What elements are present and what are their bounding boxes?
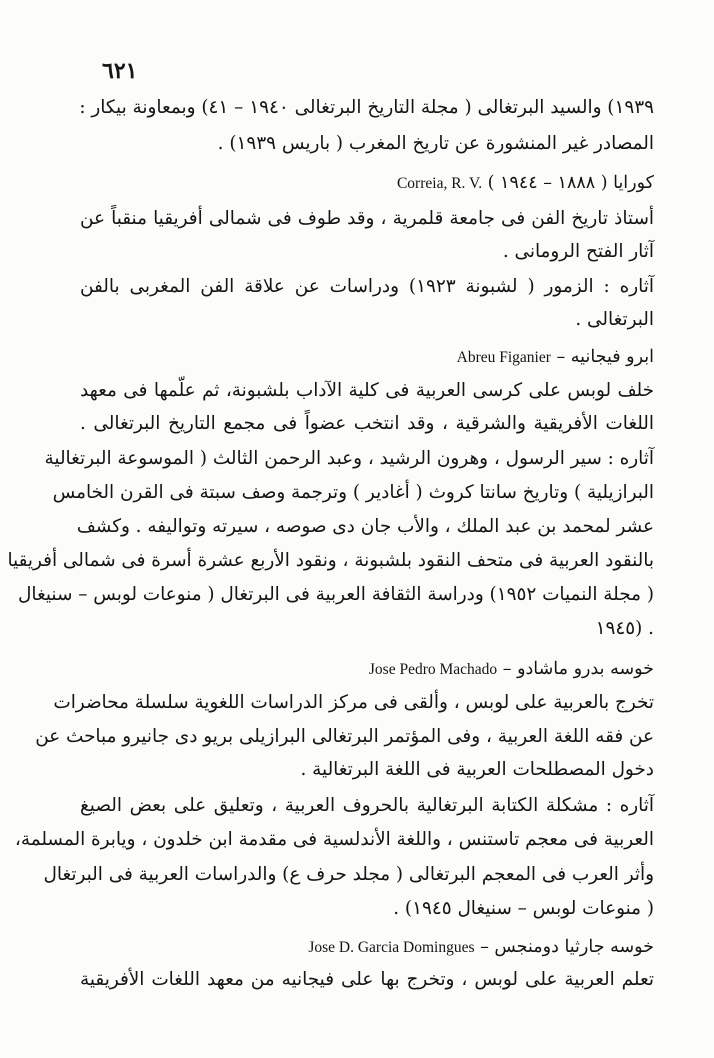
text-line: تخرج بالعربية على لوبس ، وألقى فى مركز الدراسات اللغوية سلسلة محاضرات (53, 692, 654, 713)
text-line: آثار الفتح الرومانى . (502, 241, 654, 262)
page-number: ٦٢١ (102, 58, 138, 84)
entry-name-arabic: كورايا ( ١٨٨٨ – ١٩٤٤ ) (487, 173, 654, 193)
text-line: ١٩٣٩) والسيد البرتغالى ( مجلة التاريخ البرتغالى ١٩٤٠ – ٤١) وبمعاونة بيكار : (79, 97, 654, 118)
text-line: عشر لمحمد بن عبد الملك ، والأب جان دى صوصه ، سيرته وتواليفه . وكشف (76, 516, 654, 537)
entry-name-arabic: ابرو فيجانيه – (556, 347, 654, 367)
entry-heading-machado (80, 654, 654, 685)
entry-name-arabic: خوسه بدرو ماشادو – (502, 659, 654, 679)
text-line: عن فقه اللغة العربية ، وفى المؤتمر البرتغالى البرازيلى بريو دى جانيرو مباحث عن (35, 726, 654, 747)
text-line: خلف لوبس على كرسى العربية فى كلية الآداب بلشبونة، ثم علّمها فى معهد (80, 380, 654, 401)
entry-heading-correia (80, 168, 654, 199)
text-line: العربية فى معجم تاستنس ، واللغة الأندلسية فى مقدمة ابن خلدون ، ويابرة المسلمة، (14, 829, 654, 850)
text-line: وأثر العرب فى المعجم البرتغالى ( مجلد حرف ع) والدراسات العربية فى البرتغال (43, 864, 654, 885)
entry-name-latin: Correia, R. V. (396, 175, 483, 192)
text-line: آثاره : سير الرسول ، وهرون الرشيد ، وعبد الرحمن الثالث ( الموسوعة البرتغالية (44, 448, 654, 469)
text-line: أستاذ تاريخ الفن فى جامعة قلمرية ، وقد طوف فى شمالى أفريقيا منقباً عن (80, 208, 654, 229)
entry-name-latin: Jose D. Garcia Domingues (308, 939, 475, 956)
entry-name-arabic: خوسه جارثيا دومنجس – (480, 937, 654, 957)
text-line: المصادر غير المنشورة عن تاريخ المغرب ( باريس ١٩٣٩) . (217, 133, 654, 154)
entry-heading-abreu (80, 342, 654, 373)
text-line: ١٩٤٥) . (595, 618, 654, 639)
entry-name-latin: Jose Pedro Machado (368, 661, 498, 678)
text-line: آثاره : مشكلة الكتابة البرتغالية بالحروف العربية ، وتعليق على بعض الصيغ (80, 795, 654, 816)
text-line: ( منوعات لوبس – سنيغال ١٩٤٥) . (393, 898, 654, 919)
text-line: ( مجلة النميات ١٩٥٢) ودراسة الثقافة العربية فى البرتغال ( منوعات لوبس – سنيغال (18, 584, 654, 605)
text-line: آثاره : الزمور ( لشبونة ١٩٢٣) ودراسات عن علاقة الفن المغربى بالفن (80, 276, 654, 297)
text-line: دخول المصطلحات العربية فى اللغة البرتغالية . (300, 759, 654, 780)
entry-heading-domingues (80, 932, 654, 963)
entry-name-latin: Abreu Figanier (456, 349, 551, 366)
text-line: بالنقود العربية فى متحف النقود بلشبونة ، ونقود الأربع عشرة أسرة فى شمالى أفريقيا (7, 550, 654, 571)
text-line: البرازيلية ) وتاريخ سانتا كروث ( أغادير ) وترجمة وصف سبتة فى القرن الخامس (52, 482, 654, 503)
text-line: تعلم العربية على لوبس ، وتخرج بها على فيجانيه من معهد اللغات الأفريقية (80, 969, 654, 990)
text-line: اللغات الأفريقية والشرقية ، وقد انتخب عضواً فى مجمع التاريخ البرتغالى . (80, 413, 654, 434)
text-line: البرتغالى . (575, 309, 654, 330)
